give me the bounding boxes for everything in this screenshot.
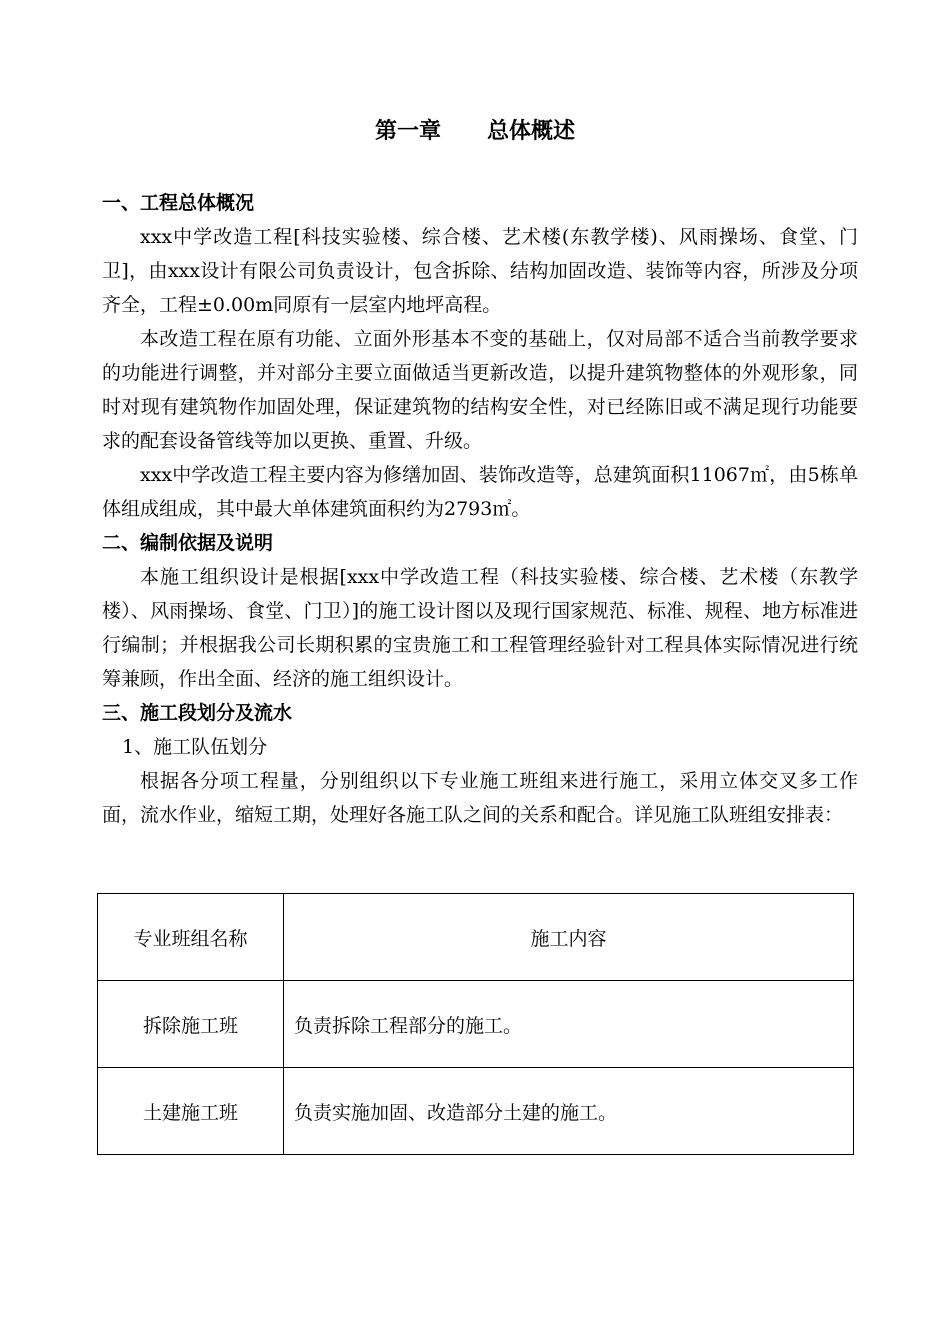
section-heading: 一、工程总体概况 [102,192,255,214]
table-row [98,981,854,1068]
team-table [97,893,854,1155]
paragraph: xxx中学改造工程[科技实验楼、综合楼、艺术楼(东教学楼)、风雨操场、食堂、门卫]，由xxx设计有限公司负责设计，包含拆除、结构加固改造、装饰等内容，所涉及分项齐全，工程±0.00m同原有一层室内地坪高程。 [102,226,858,316]
section-heading: 二、编制依据及说明 [102,532,274,554]
paragraph: xxx中学改造工程主要内容为修缮加固、装饰改造等，总建筑面积11067㎡，由5栋单体组成组成，其中最大单体建筑面积约为2793㎡。 [102,464,858,520]
table-cell-team: 土建施工班 [98,1068,284,1155]
section-heading: 三、施工段划分及流水 [102,702,293,724]
section-basis [102,526,858,696]
document-body [102,186,858,832]
table-header-cell: 施工内容 [284,894,854,981]
paragraph: 根据各分项工程量，分别组织以下专业施工班组来进行施工，采用立体交叉多工作面，流水作业，缩短工期，处理好各施工队之间的关系和配合。详见施工队班组安排表： [102,770,858,826]
table-header-row [98,894,854,981]
paragraph: 本改造工程在原有功能、立面外形基本不变的基础上，仅对局部不适合当前教学要求的功能进行调整，并对部分主要立面做适当更新改造，以提升建筑物整体的外观形象，同时对现有建筑物作加固处理，保证建筑物的结构安全性，对已经陈旧或不满足现行功能要求的配套设备管线等加以更换、重置、升级。 [102,328,858,452]
section-overview [102,186,858,526]
table-cell-content: 负责拆除工程部分的施工。 [284,981,854,1068]
chapter-title: 第一章 总体概述 [375,119,575,144]
table-header-cell: 专业班组名称 [98,894,284,981]
table-cell-team: 拆除施工班 [98,981,284,1068]
table-cell-content: 负责实施加固、改造部分土建的施工。 [284,1068,854,1155]
section-division [102,696,858,832]
table-row [98,1068,854,1155]
paragraph: 本施工组织设计是根据[xxx中学改造工程（科技实验楼、综合楼、艺术楼（东教学楼）、风雨操场、食堂、门卫）]的施工设计图以及现行国家规范、标准、规程、地方标准进行编制；并根据我公司长期积累的宝贵施工和工程管理经验针对工程具体实际情况进行统筹兼顾，作出全面、经济的施工组织设计。 [102,566,858,690]
sub-heading: 1、施工队伍划分 [122,736,268,758]
